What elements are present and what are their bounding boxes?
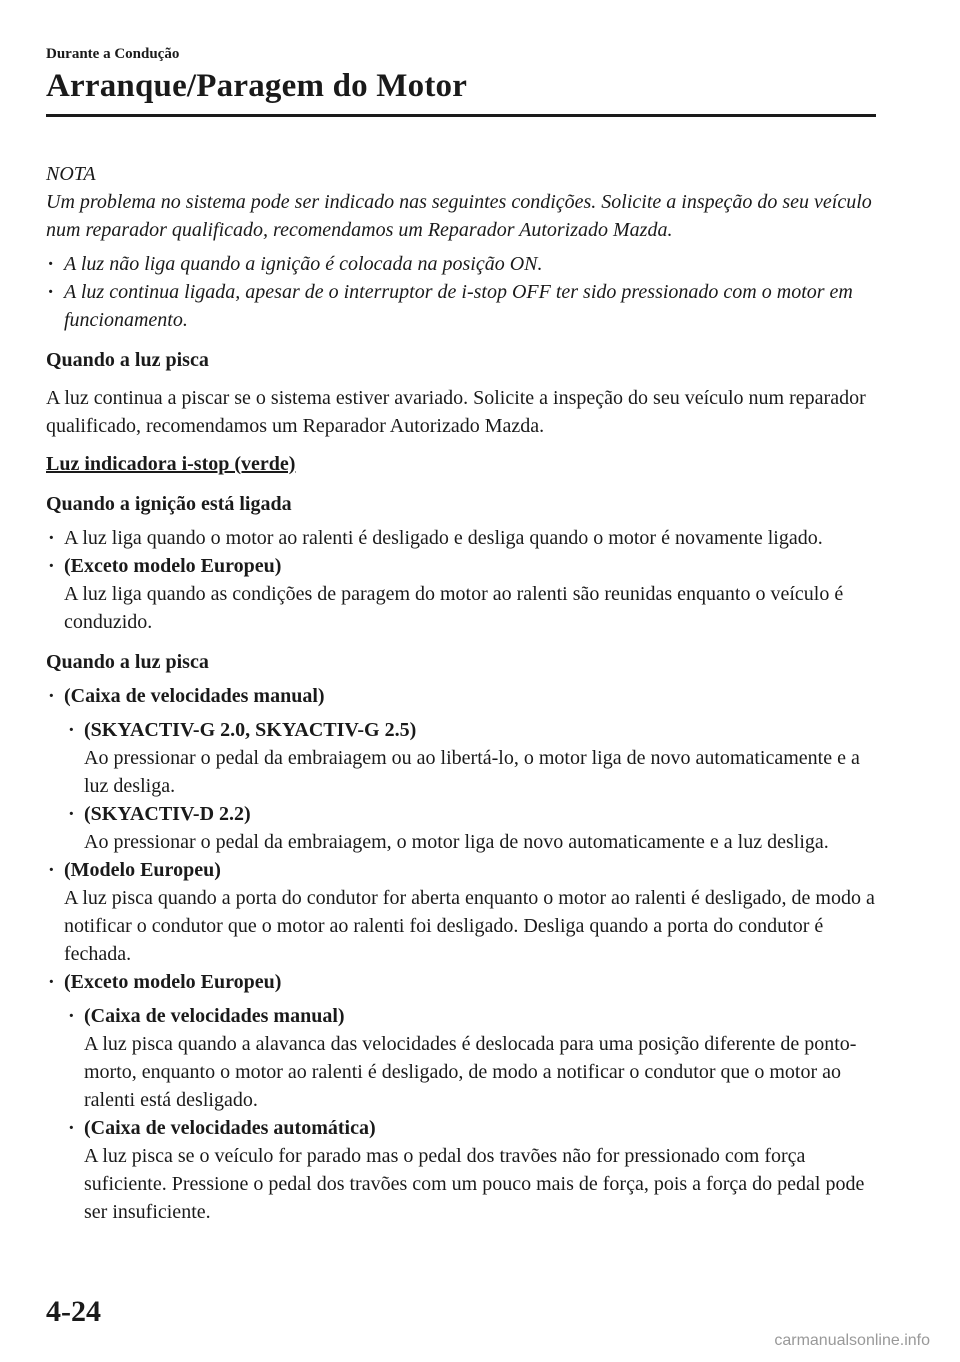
heading-istop-green: Luz indicadora i-stop (verde) <box>46 453 296 475</box>
list-item <box>64 716 880 800</box>
item-label: · (Caixa de velocidades automática) <box>84 1117 376 1139</box>
page-number: 4-24 <box>46 1295 101 1328</box>
item-text: A luz liga quando as condições de paragem do motor ao ralenti são reunidas enquanto o veículo é conduzido. <box>64 583 844 633</box>
list-item <box>46 682 880 856</box>
item-label: · (SKYACTIV-G 2.0, SKYACTIV-G 2.5) <box>84 719 417 741</box>
heading-blink-1: Quando a luz pisca <box>46 349 209 371</box>
note-item: · A luz continua ligada, apesar de o interruptor de i-stop OFF ter sido pressionado com o motor em funcionamento. <box>46 278 880 334</box>
item-text: A luz pisca quando a alavanca das velocidades é deslocada para uma posição diferente de ponto-morto, enquanto o motor ao ralenti é desligado, de modo a notificar o condutor que o motor ao ralenti está desligado. <box>84 1033 857 1111</box>
item-label: · (Caixa de velocidades manual) <box>64 685 325 707</box>
item-label: · (Exceto modelo Europeu) <box>64 971 282 993</box>
ignition-list <box>46 524 880 636</box>
blink-list <box>46 682 880 1226</box>
list-item <box>46 856 880 968</box>
item-text: A luz pisca quando a porta do condutor for aberta enquanto o motor ao ralenti é desligado, de modo a notificar o condutor que o motor ao ralenti foi desligado. Desliga quando a porta do condutor é fechada. <box>64 887 875 965</box>
note-block <box>46 160 880 334</box>
page-title: Arranque/Paragem do Motor <box>46 68 468 104</box>
note-list <box>46 250 880 334</box>
item-label: · (Exceto modelo Europeu) <box>64 555 282 577</box>
list-item <box>64 1114 880 1226</box>
note-title: NOTA <box>46 163 96 185</box>
heading-blink-2: Quando a luz pisca <box>46 651 209 673</box>
list-item <box>64 800 880 856</box>
list-item <box>46 552 880 636</box>
item-text: A luz pisca se o veículo for parado mas o pedal dos travões não for pressionado com força suficiente. Pressione o pedal dos travões com um pouco mais de força, pois a força do pedal pode ser insuficiente. <box>84 1145 865 1223</box>
item-label: · (SKYACTIV-D 2.2) <box>84 803 251 825</box>
section-label: Durante a Condução <box>46 46 180 62</box>
manual-sublist <box>64 716 880 856</box>
item-label: · (Modelo Europeu) <box>64 859 221 881</box>
title-rule <box>46 114 876 117</box>
list-item <box>46 968 880 1226</box>
list-item <box>64 1002 880 1114</box>
list-item: · A luz liga quando o motor ao ralenti é desligado e desliga quando o motor é novamente ligado. <box>46 524 880 552</box>
item-text: Ao pressionar o pedal da embraiagem ou ao libertá-lo, o motor liga de novo automaticamente e a luz desliga. <box>84 747 860 797</box>
watermark: carmanualsonline.info <box>774 1332 930 1349</box>
page-header <box>46 44 876 117</box>
note-item: · A luz não liga quando a ignição é colocada na posição ON. <box>46 250 880 278</box>
item-text: Ao pressionar o pedal da embraiagem, o motor liga de novo automaticamente e a luz desliga. <box>84 831 829 853</box>
page-content <box>46 160 880 1226</box>
note-text: Um problema no sistema pode ser indicado nas seguintes condições. Solicite a inspeção do seu veículo num reparador qualificado, recomendamos um Reparador Autorizado Mazda. <box>46 191 872 241</box>
heading-ignition-on: Quando a ignição está ligada <box>46 493 292 515</box>
blink-text: A luz continua a piscar se o sistema estiver avariado. Solicite a inspeção do seu veículo num reparador qualificado, recomendamos um Reparador Autorizado Mazda. <box>46 387 866 437</box>
item-label: · (Caixa de velocidades manual) <box>84 1005 345 1027</box>
non-europe-sublist <box>64 1002 880 1226</box>
